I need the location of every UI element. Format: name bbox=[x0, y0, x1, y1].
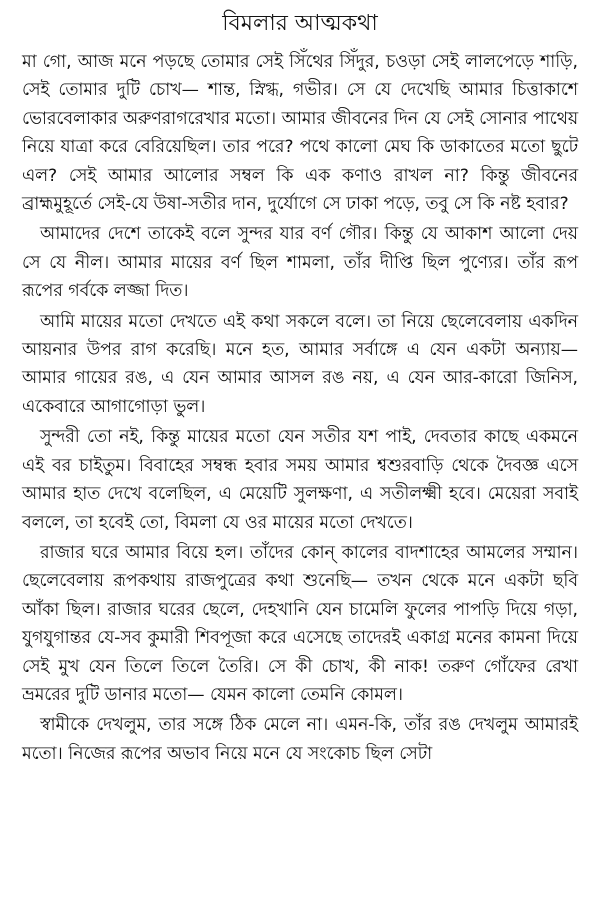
paragraph-2: আমাদের দেশে তাকেই বলে সুন্দর যার বর্ণ গৌর। কিন্তু যে আকাশ আলো দেয় সে যে নীল। আমার মায়ের বর্ণ ছিল শামলা, তাঁর দীপ্তি ছিল পুণ্যের। তাঁর রূপ রূপের গর্বকে লজ্জা দিত। bbox=[22, 224, 578, 302]
paragraph-4: সুন্দরী তো নই, কিন্তু মায়ের মতো যেন সতীর যশ পাই, দেবতার কাছে একমনে এই বর চাইতুম। বিবাহের সম্বন্ধ হবার সময় আমার শ্বশুরবাড়ি থেকে দৈবজ্ঞ এসে আমার হাত দেখে বলেছিল, এ মেয়েটি সুলক্ষণা, এ সতীলক্ষ্মী হবে। মেয়েরা সবাই বললে, তা হবেই তো, বিমলা যে ওর মায়ের মতো দেখতে। bbox=[22, 427, 578, 533]
paragraph-6: স্বামীকে দেখলুম, তার সঙ্গে ঠিক মেলে না। এমন-কি, তাঁর রঙ দেখলুম আমারই মতো। নিজের রূপের অভাব নিয়ে মনে যে সংকোচ ছিল সেটা bbox=[22, 715, 578, 764]
paragraph-3: আমি মায়ের মতো দেখতে এই কথা সকলে বলে। তা নিয়ে ছেলেবেলায় একদিন আয়নার উপর রাগ করেছি। মনে হত, আমার সর্বাঙ্গে এ যেন একটা অন্যায়— আমার গায়ের রঙ, এ যেন আমার আসল রঙ নয়, এ যেন আর-কারো জিনিস, একেবারে আগাগোড়া ভুল। bbox=[22, 311, 579, 417]
page-title: বিমলার আত্মকথা bbox=[222, 11, 378, 36]
paragraph-5: রাজার ঘরে আমার বিয়ে হল। তাঁদের কোন্‌ কালের বাদশাহের আমলের সম্মান। ছেলেবেলায় রূপকথায় রাজপুত্রের কথা শুনেছি— তখন থেকে মনে একটা ছবি আঁকা ছিল। রাজার ঘরের ছেলে, দেহখানি যেন চামেলি ফুলের পাপড়ি দিয়ে গড়া, যুগযুগান্তর যে-সব কুমারী শিবপূজা করে এসেছে তাদেরই একাগ্র মনের কামনা দিয়ে সেই মুখ যেন তিলে তিলে তৈরি। সে কী চোখ, কী নাক! তরুণ গোঁফের রেখা ভ্রমরের দুটি ডানার মতো— যেমন কালো তেমনি কোমল। bbox=[22, 542, 578, 705]
paragraph-1: মা গো, আজ মনে পড়ছে তোমার সেই সিঁথের সিঁদুর, চওড়া সেই লালপেড়ে শাড়ি, সেই তোমার দুটি চোখ— শান্ত, স্নিগ্ধ, গভীর। সে যে দেখেছি আমার চিত্তাকাশে ভোরবেলাকার অরুণরাগরেখার মতো। আমার জীবনের দিন যে সেই সোনার পাথেয় নিয়ে যাত্রা করে বেরিয়েছিল। তার পরে? পথে কালো মেঘ কি ডাকাতের মতো ছুটে এল? সেই আমার আলোর সম্বল কি এক কণাও রাখল না? কিন্তু জীবনের ব্রাহ্মমুহূর্তে সেই-যে উষা-সতীর দান, দুর্যোগে সে ঢাকা পড়ে, তবু সে কি নষ্ট হবার? bbox=[22, 52, 578, 215]
